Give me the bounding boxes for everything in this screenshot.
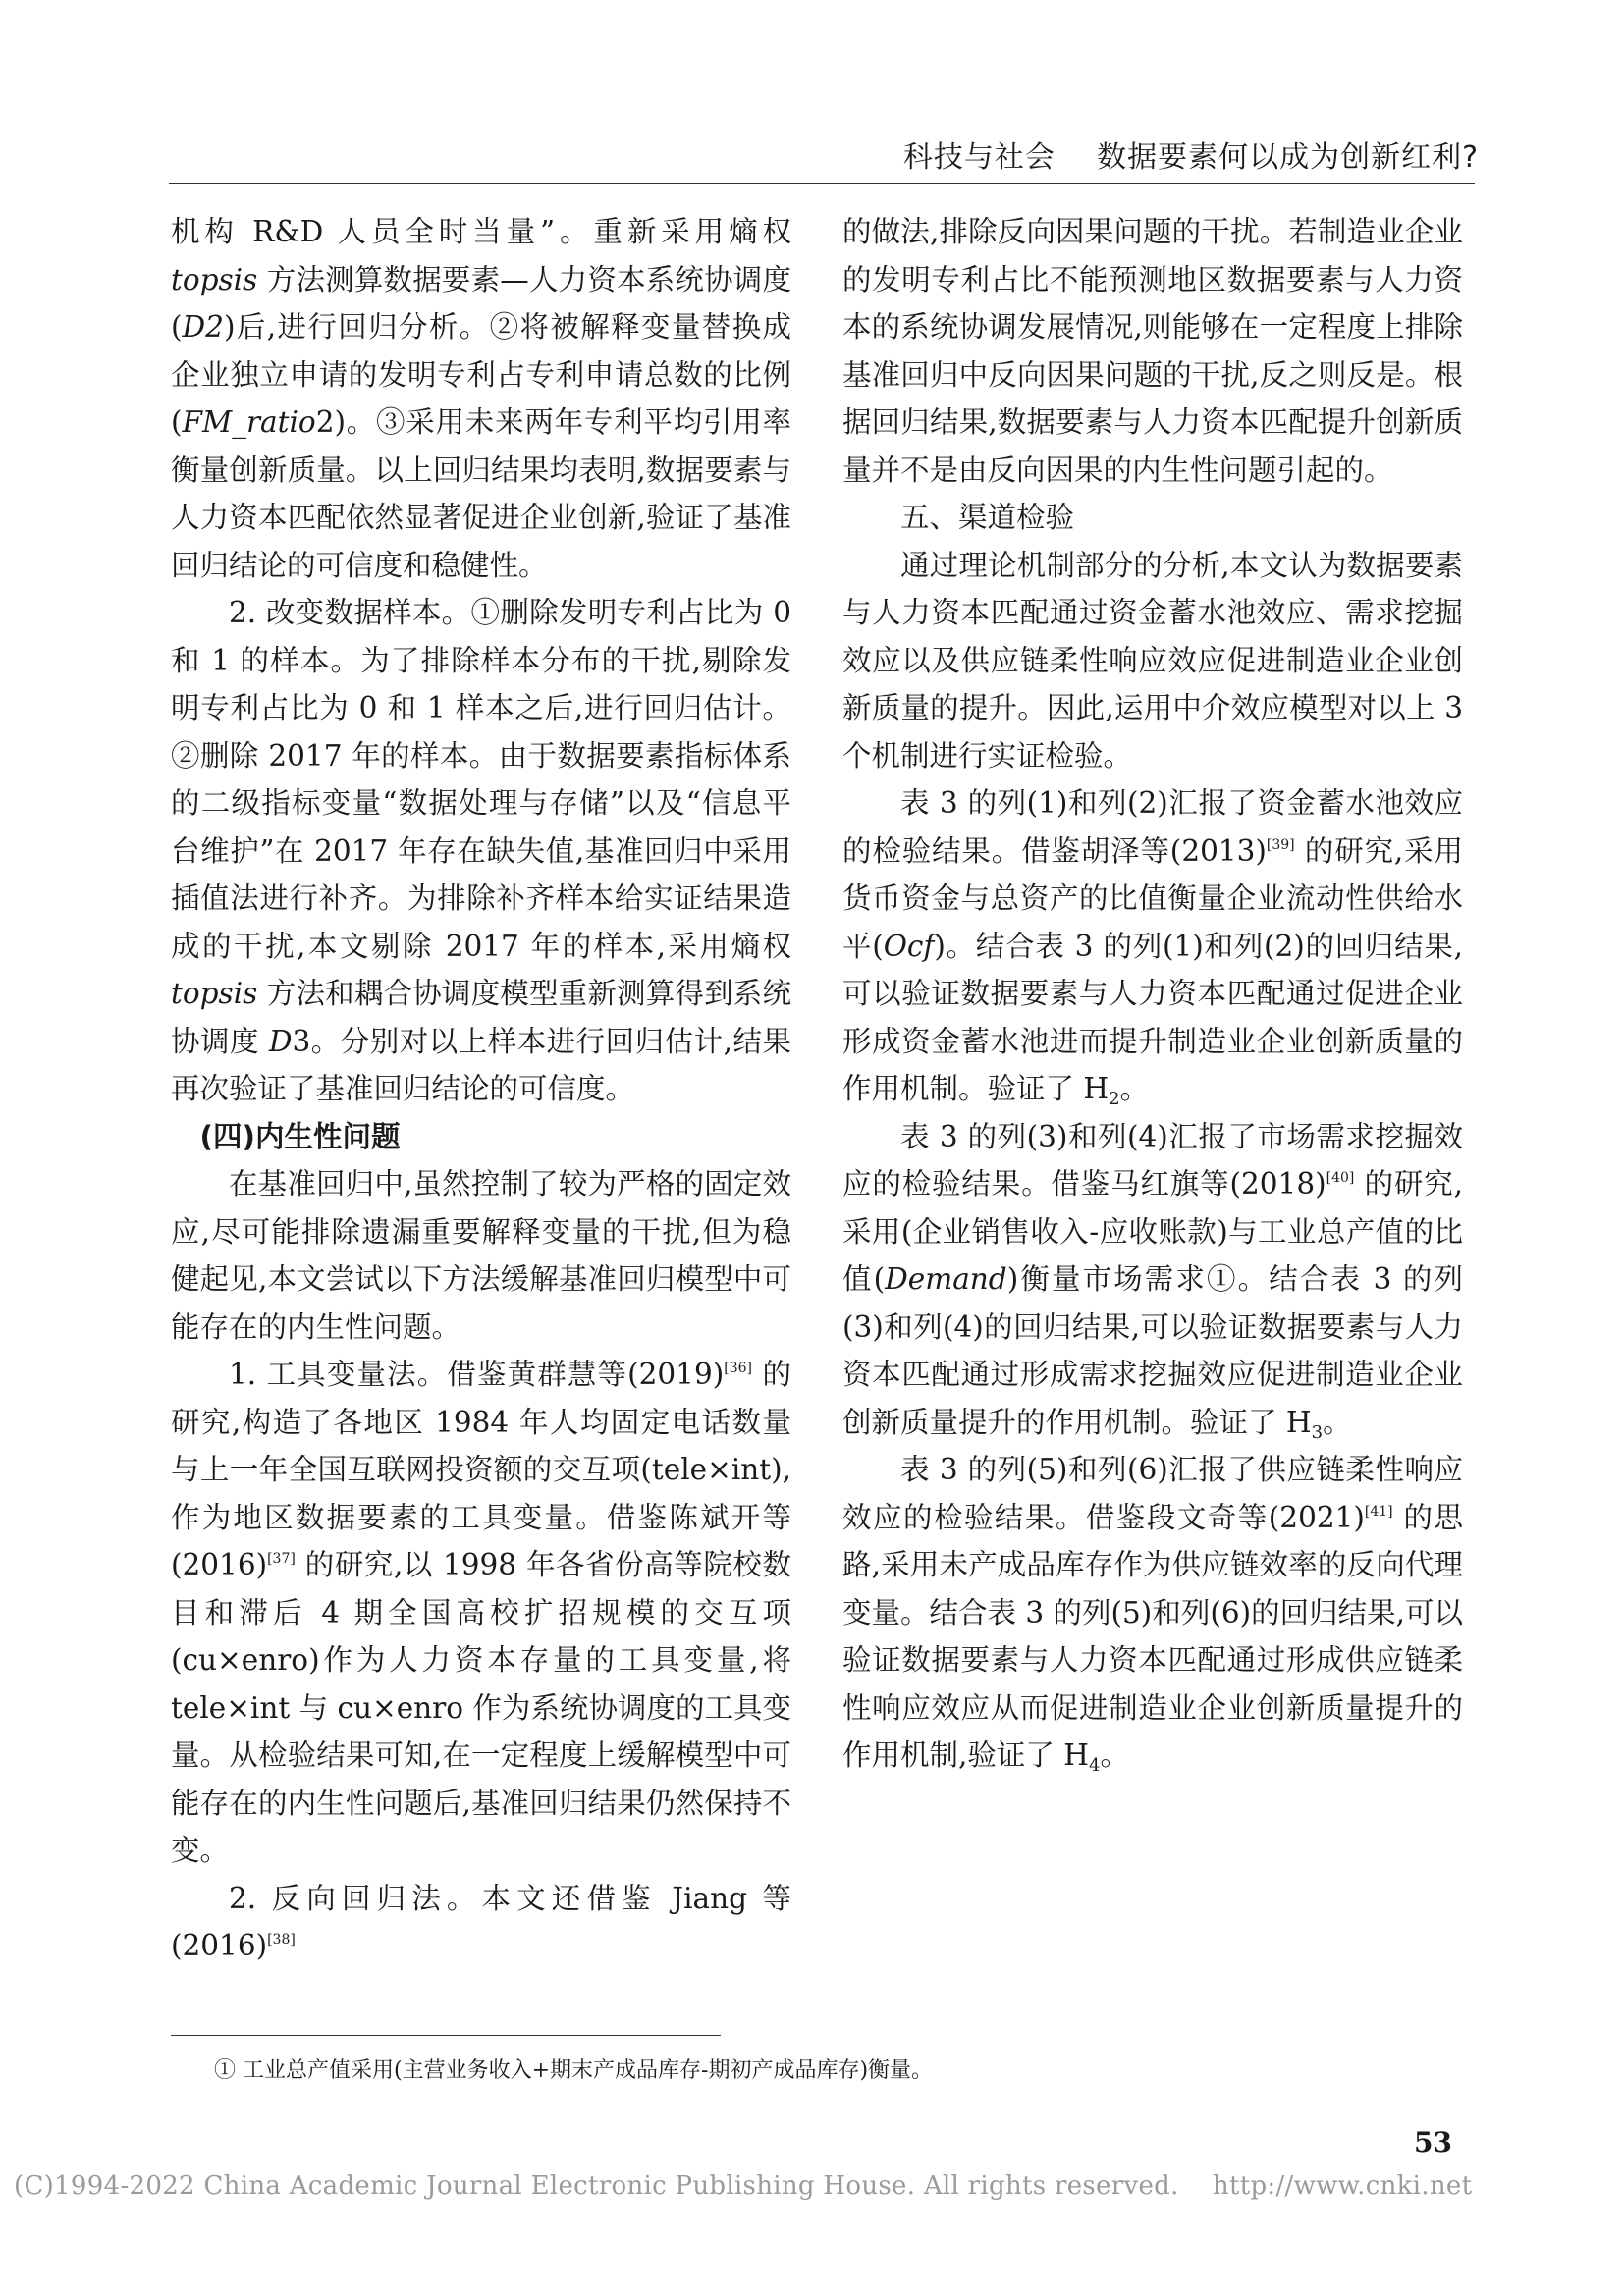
footnote: ① 工业总产值采用(主营业务收入+期末产成品库存-期初产成品库存)衡量。 [214,2058,934,2083]
citation-ref: [38] [267,1932,296,1948]
section-heading-endogeneity: (四)内生性问题 [199,1119,401,1153]
citation-ref: [36] [724,1361,752,1376]
citation-ref: [40] [1326,1170,1355,1186]
citation-ref: [41] [1364,1503,1393,1520]
right-column [842,208,1463,1780]
paragraph-channel-intro: 通过理论机制部分的分析,本文认为数据要素与人力资本匹配通过资金蓄水池效应、需求挖掘效应以及供应链柔性响应效应促进制造业企业创新质量的提升。因此,运用中介效应模型对以上 3 个机制进行实证检验。 [842,548,1463,773]
citation-ref: [39] [1266,836,1295,853]
paragraph-reverse-regression-cont: 的做法,排除反向因果问题的干扰。若制造业企业的发明专利占比不能预测地区数据要素与人力资本的系统协调发展情况,则能够在一定程度上排除基准回归中反向因果问题的干扰,反之则反是。根据回归结果,数据要素与人力资本匹配提升创新质量并不是由反向因果的内生性问题引起的。 [842,215,1463,487]
paragraph-endogeneity-intro: 在基准回归中,虽然控制了较为严格的固定效应,尽可能排除遗漏重要解释变量的干扰,但为稳健起见,本文尝试以下方法缓解基准回归模型中可能存在的内生性问题。 [171,1167,791,1344]
page-number: 53 [1414,2126,1452,2159]
header-rule [169,183,1475,184]
running-header: 科技与社会 数据要素何以成为创新红利? [902,140,1479,175]
paragraph-robustness-1: 机构 R&D 人员全时当量”。重新采用熵权 topsis 方法测算数据要素—人力资本系统协调度(D2)后,进行回归分析。②将被解释变量替换成企业独立申请的发明专利占专利申请总数的比例(FM_ratio2)。③采用未来两年专利平均引用率衡量创新质量。以上回归结果均表明,数据要素与人力资本匹配依然显著促进企业创新,验证了基准回归结论的可信度和稳健性。 [171,215,791,582]
paragraph-instrumental-variable: 1. 工具变量法。借鉴黄群慧等(2019)[36] 的研究,构造了各地区 1984 年人均固定电话数量与上一年全国互联网投资额的交互项(tele×int),作为地区数据要素的工具变量。借鉴陈斌开等(2016)[37] 的研究,以 1998 年各省份高等院校数目和滞后 4 期全国高校扩招规模的交互项(cu×enro)作为人力资本存量的工具变量,将 tele×int 与 cu×enro 作为系统协调度的工具变量。从检验结果可知,在一定程度上缓解模型中可能存在的内生性问题后,基准回归结果仍然保持不变。 [171,1358,791,1867]
copyright-notice: (C)1994-2022 China Academic Journal Electronic Publishing House. All rights reserved. http://www.cnki.net [14,2171,1473,2201]
paragraph-capital-pool: 表 3 的列(1)和列(2)汇报了资金蓄水池效应的检验结果。借鉴胡泽等(2013)[39] 的研究,采用货币资金与总资产的比值衡量企业流动性供给水平(Ocf)。结合表 3 的列(1)和列(2)的回归结果,可以验证数据要素与人力资本匹配通过促进企业形成资金蓄水池进而提升制造业企业创新质量的作用机制。验证了 $H_2$。 [842,786,1464,1109]
paragraph-change-sample: 2. 改变数据样本。①删除发明专利占比为 0 和 1 的样本。为了排除样本分布的干扰,剔除发明专利占比为 0 和 1 样本之后,进行回归估计。②删除 2017 年的样本。由于数据要素指标体系的二级指标变量“数据处理与存储”以及“信息平台维护”在 2017 年存在缺失值,基准回归中采用插值法进行补齐。为排除补齐样本给实证结果造成的干扰,本文剔除 2017 年的样本,采用熵权 topsis 方法和耦合协调度模型重新测算得到系统协调度 D3。分别对以上样本进行回归估计,结果再次验证了基准回归结论的可信度。 [171,596,791,1105]
paragraph-supply-chain: 表 3 的列(5)和列(6)汇报了供应链柔性响应效应的检验结果。借鉴段文奇等(2021)[41] 的思路,采用未产成品库存作为供应链效率的反向代理变量。结合表 3 的列(5)和列(6)的回归结果,可以验证数据要素与人力资本匹配通过形成供应链柔性响应效应从而促进制造业企业创新质量提升的作用机制,验证了 $H_4$。 [842,1453,1463,1776]
paragraph-reverse-regression: 2. 反向回归法。本文还借鉴 Jiang 等(2016)[38] [171,1881,791,1962]
left-column [171,208,791,1970]
footnote-rule [171,2035,721,2036]
citation-ref: [37] [267,1551,296,1567]
paragraph-demand-mining: 表 3 的列(3)和列(4)汇报了市场需求挖掘效应的检验结果。借鉴马红旗等(2018)[40] 的研究,采用(企业销售收入-应收账款)与工业总产值的比值(Demand)衡量市场需求①。结合表 3 的列(3)和列(4)的回归结果,可以验证数据要素与人力资本匹配通过形成需求挖掘效应促进制造业企业创新质量提升的作用机制。验证了 $H_3$。 [842,1119,1463,1443]
section-heading-channel-test: 五、渠道检验 [900,501,1075,534]
